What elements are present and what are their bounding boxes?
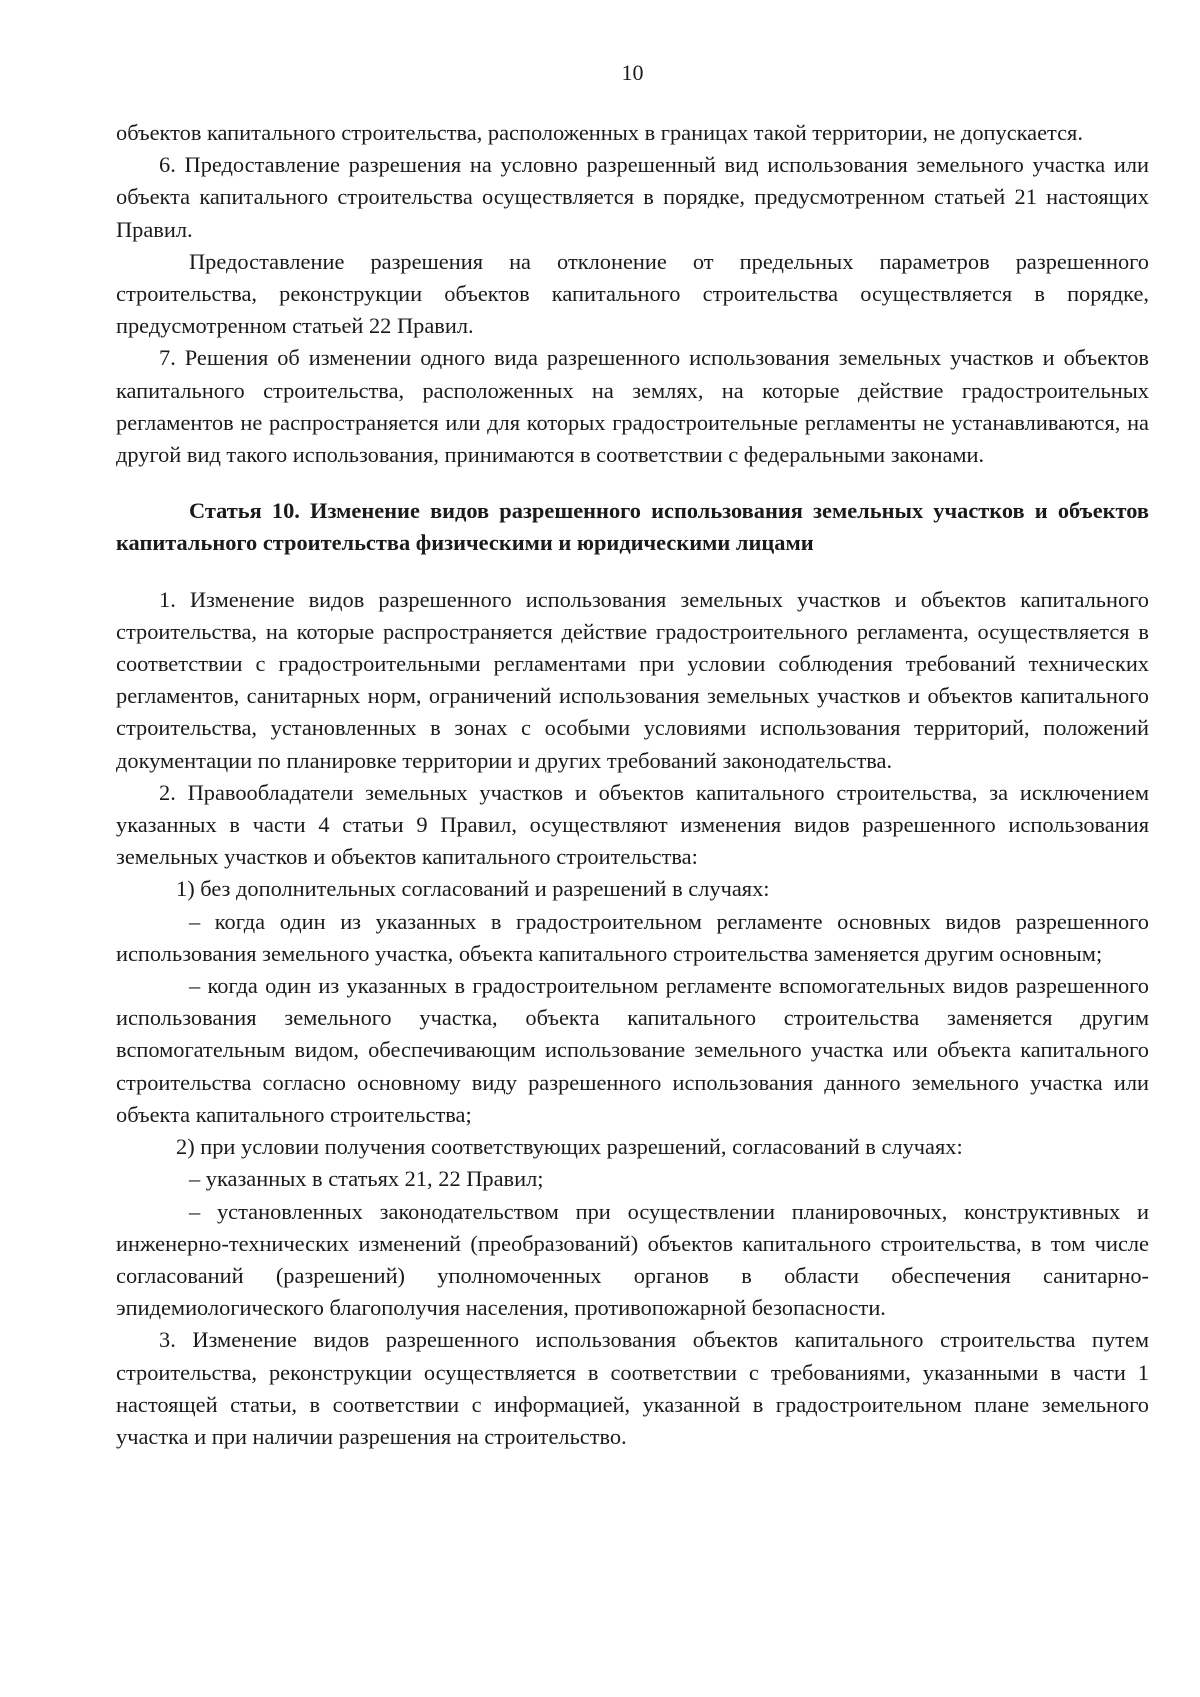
article-heading: Статья 10. Изменение видов разрешенного использования земельных участков и объектов капитального строительства физическими и юридическими лицами [116, 498, 1149, 556]
dash-item-legislation: – установленных законодательством при осуществлении планировочных, конструктивных и инженерно-технических изменений (преобразований) объектов капитального строительства, в том числе согласований (разрешений) уполномоченных органов в области обеспечения санитарно-эпидемиологического благополучия населения, противопожарной безопасности. [116, 1198, 1149, 1321]
dash-item-articles-21-22: – указанных в статьях 21, 22 Правил; [189, 1166, 544, 1192]
subitem-1: 1) без дополнительных согласований и разрешений в случаях: [176, 876, 770, 902]
paragraph-item-7: 7. Решения об изменении одного вида разрешенного использования земельных участков и объектов капитального строительства, расположенных на землях, на которые действие градостроительных регламентов не распространяется или для которых градостроительные регламенты не устанавливаются, на другой вид такого использования, принимаются в соответствии с федеральными законами. [116, 345, 1149, 468]
page-number: 10 [621, 60, 644, 85]
paragraph-deviation-permit: Предоставление разрешения на отклонение от предельных параметров разрешенного строительства, реконструкции объектов капитального строительства осуществляется в порядке, предусмотренном статьей 22 Правил. [116, 248, 1149, 339]
dash-item-main-types: – когда один из указанных в градостроительном регламенте основных видов разрешенного использования земельного участка, объекта капитального строительства заменяется другим основным; [116, 908, 1149, 966]
subitem-2: 2) при условии получения соответствующих разрешений, согласований в случаях: [176, 1134, 963, 1160]
paragraph-article10-item-3: 3. Изменение видов разрешенного использования объектов капитального строительства путем строительства, реконструкции осуществляется в соответствии с требованиями, указанными в части 1 настоящей статьи, в соответствии с информацией, указанной в градостроительном плане земельного участка и при наличии разрешения на строительство. [116, 1327, 1149, 1449]
dash-item-auxiliary-types: – когда один из указанных в градостроительном регламенте вспомогательных видов разрешенного использования земельного участка, объекта капитального строительства заменяется другим вспомогательным видом, обеспечивающим использование земельного участка или объекта капитального строительства согласно основному виду разрешенного использования данного земельного участка или объекта капитального строительства; [116, 973, 1149, 1127]
paragraph-continuation: объектов капитального строительства, расположенных в границах такой территории, не допускается. [116, 120, 1083, 145]
paragraph-article10-item-1: 1. Изменение видов разрешенного использования земельных участков и объектов капитального строительства, на которые распространяется действие градостроительного регламента, осуществляется в соответствии с градостроительными регламентами при условии соблюдения требований технических регламентов, санитарных норм, ограничений использования земельных участков и объектов капитального строительства, установленных в зонах с особыми условиями использования территорий, положений документации по планировке территории и других требований законодательства. [116, 586, 1149, 773]
document-body [116, 117, 1149, 1453]
paragraph-article10-item-2: 2. Правообладатели земельных участков и объектов капитального строительства, за исключением указанных в части 4 статьи 9 Правил, осуществляют изменения видов разрешенного использования земельных участков и объектов капитального строительства: [116, 779, 1149, 870]
paragraph-item-6: 6. Предоставление разрешения на условно разрешенный вид использования земельного участка или объекта капитального строительства осуществляется в порядке, предусмотренном статьей 21 настоящих Правил. [116, 152, 1149, 242]
